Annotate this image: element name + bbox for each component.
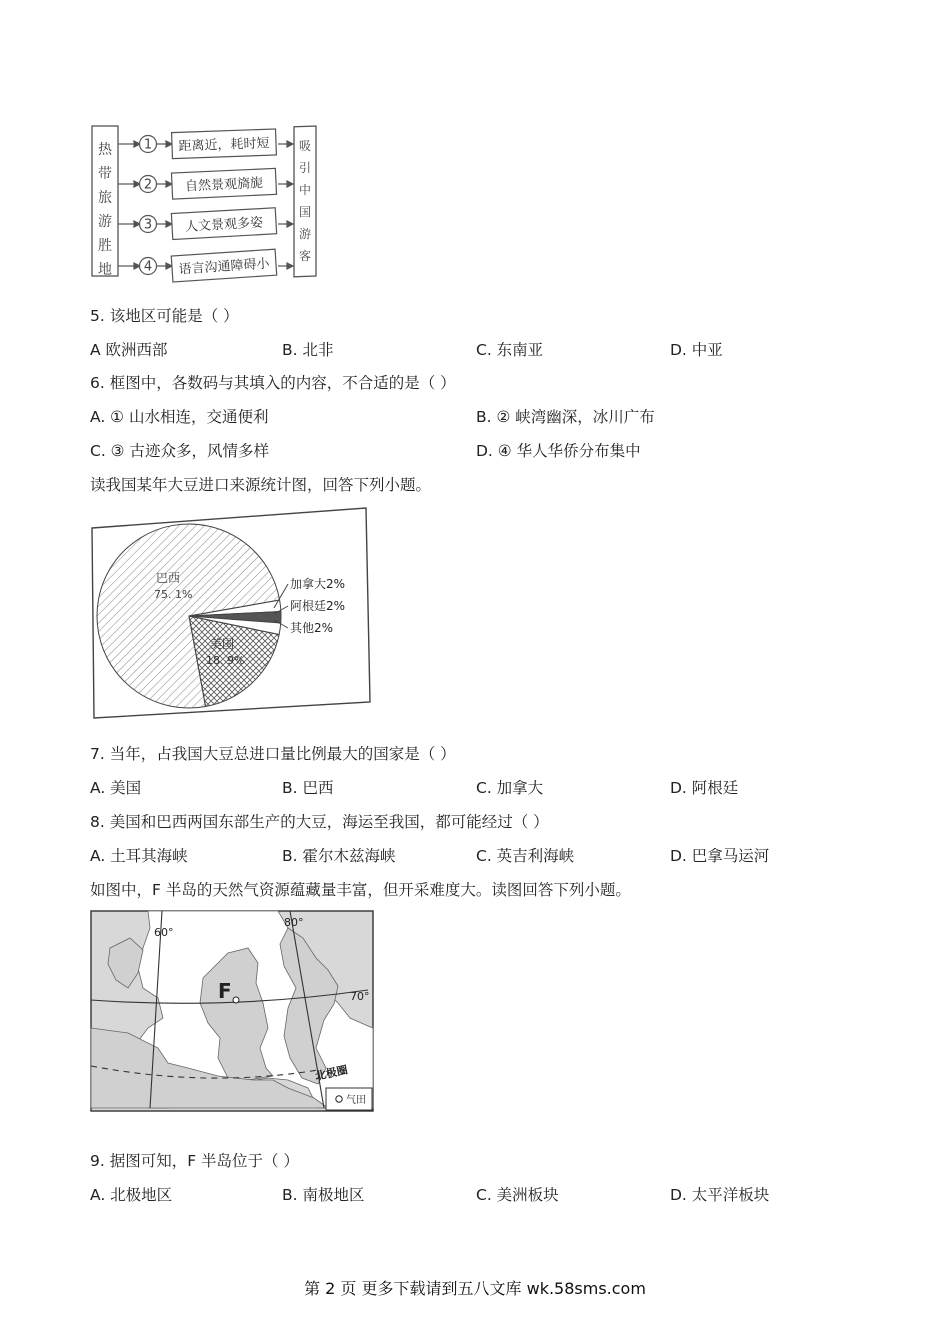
pie-label-usa-pct: 18. 9% [206, 654, 245, 667]
flow-number: 2 [143, 177, 153, 193]
q6-option-d[interactable]: D. ④ 华人华侨分布集中 [476, 442, 641, 460]
flow-arrowhead [287, 181, 293, 187]
flow-arrowhead [166, 181, 172, 187]
pie-label-other: 其他2% [290, 621, 334, 635]
q7-option-d[interactable]: D. 阿根廷 [670, 779, 739, 797]
flow-left-char: 热 [98, 142, 112, 158]
question-6-stem: 6. 框图中，各数码与其填入的内容，不合适的是（ ） [90, 374, 456, 392]
q8-option-a[interactable]: A. 土耳其海峡 [90, 847, 188, 865]
tourism-flowchart [88, 120, 328, 286]
flow-arrowhead [287, 141, 293, 147]
q6-option-b[interactable]: B. ② 峡湾幽深，冰川广布 [476, 408, 655, 426]
flow-number: 4 [143, 259, 153, 275]
q6-option-c[interactable]: C. ③ 古迹众多，风情多样 [90, 442, 269, 460]
pie-label-usa: 美国 [210, 637, 235, 651]
flow-arrowhead [166, 221, 172, 227]
q8-option-d[interactable]: D. 巴拿马运河 [670, 847, 770, 865]
intro-peninsula: 如图中，F 半岛的天然气资源蕴藏量丰富，但开采难度大。读图回答下列小题。 [90, 881, 631, 899]
flow-left-char: 游 [98, 214, 112, 230]
flow-arrowhead [287, 263, 293, 269]
q5-option-a[interactable]: A 欧洲西部 [90, 341, 168, 359]
flow-arrowhead [166, 141, 172, 147]
q5-option-c[interactable]: C. 东南亚 [476, 341, 544, 359]
arctic-peninsula-map [88, 908, 376, 1114]
label-lat-70: 70° [350, 990, 370, 1003]
gas-field-icon [233, 997, 239, 1003]
flow-right-char: 游 [298, 227, 312, 241]
flow-arrowhead [166, 263, 172, 269]
flow-right-char: 客 [298, 249, 312, 263]
pie-label-argentina: 阿根廷2% [290, 599, 346, 613]
page-footer: 第 2 页 更多下载请到五八文库 wk.58sms.com [304, 1279, 646, 1298]
flow-box-label: 距离近，耗时短 [178, 136, 270, 155]
q9-option-d[interactable]: D. 太平洋板块 [670, 1186, 770, 1204]
question-8-stem: 8. 美国和巴西两国东部生产的大豆，海运至我国，都可能经过（ ） [90, 813, 549, 831]
q9-option-a[interactable]: A. 北极地区 [90, 1186, 173, 1204]
flow-right-char: 吸 [298, 139, 312, 153]
pie-label-brazil: 巴西 [156, 571, 181, 585]
intro-soybean: 读我国某年大豆进口来源统计图，回答下列小题。 [90, 476, 432, 494]
q8-option-c[interactable]: C. 英吉利海峡 [476, 847, 575, 865]
label-lon-80: 80° [284, 916, 304, 929]
question-5-stem: 5. 该地区可能是（ ） [90, 307, 239, 325]
flow-left-char: 地 [98, 262, 112, 278]
q5-option-b[interactable]: B. 北非 [282, 341, 334, 359]
flow-right-char: 国 [298, 205, 312, 219]
question-7-stem: 7. 当年，占我国大豆总进口量比例最大的国家是（ ） [90, 745, 456, 763]
flow-right-char: 中 [298, 183, 312, 197]
q9-option-c[interactable]: C. 美洲板块 [476, 1186, 559, 1204]
label-arctic-circle: 北极圈 [313, 1063, 349, 1083]
q8-option-b[interactable]: B. 霍尔木兹海峡 [282, 847, 396, 865]
soybean-import-pie-chart [88, 506, 372, 722]
question-9-stem: 9. 据图可知，F 半岛位于（ ） [90, 1152, 299, 1170]
legend-gas-field-icon [336, 1096, 342, 1102]
q5-option-d[interactable]: D. 中亚 [670, 341, 723, 359]
flow-box-label: 人文景观多姿 [184, 215, 264, 235]
pie-label-brazil-pct: 75. 1% [154, 588, 193, 601]
flow-right-char: 引 [298, 161, 312, 175]
flow-left-char: 旅 [98, 190, 112, 206]
label-peninsula-f: F [218, 979, 232, 1003]
flow-left-char: 带 [98, 166, 112, 182]
q7-option-b[interactable]: B. 巴西 [282, 779, 334, 797]
legend-label: 气田 [346, 1095, 366, 1106]
label-lon-60: 60° [154, 926, 174, 939]
flow-number: 3 [143, 217, 153, 233]
pie-label-canada: 加拿大2% [290, 577, 346, 591]
q7-option-a[interactable]: A. 美国 [90, 779, 142, 797]
q7-option-c[interactable]: C. 加拿大 [476, 779, 544, 797]
flow-box-label: 自然景观旖旎 [184, 175, 264, 195]
q9-option-b[interactable]: B. 南极地区 [282, 1186, 365, 1204]
flow-arrowhead [287, 221, 293, 227]
flow-left-char: 胜 [98, 238, 112, 254]
q6-option-a[interactable]: A. ① 山水相连，交通便利 [90, 408, 269, 426]
flow-box-label: 语言沟通障碍小 [178, 256, 270, 278]
flow-number: 1 [143, 137, 153, 153]
